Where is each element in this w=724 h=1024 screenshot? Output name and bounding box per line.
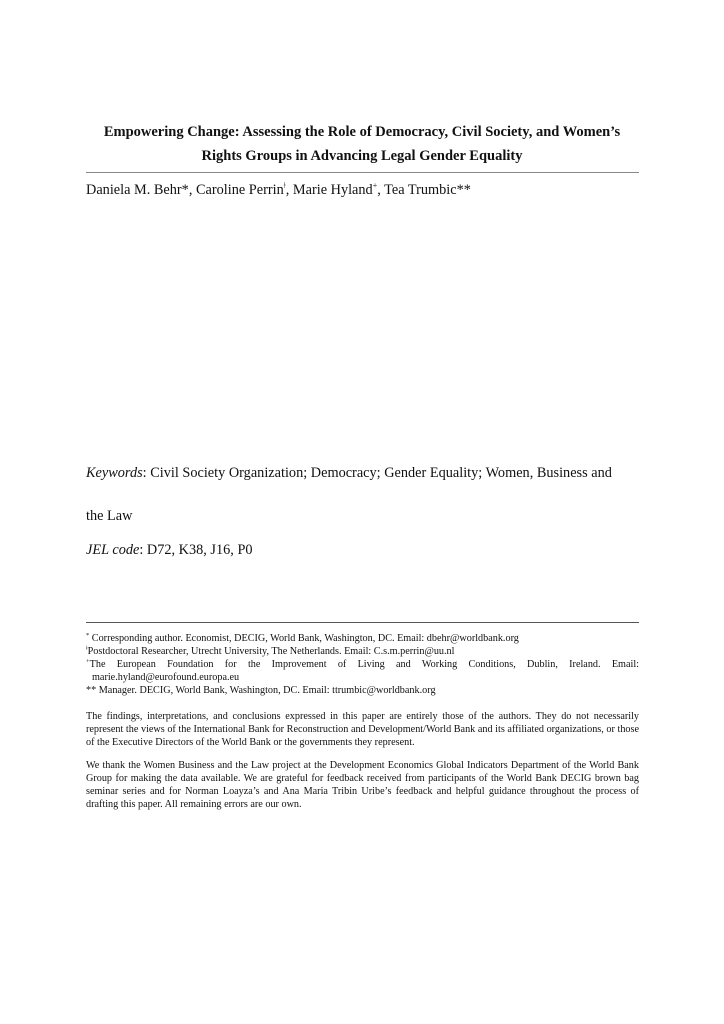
author-hyland: Marie Hyland xyxy=(292,182,373,198)
title-line-1: Empowering Change: Assessing the Role of Democracy, Civil Society, and Women’s xyxy=(103,124,621,140)
keywords xyxy=(86,464,639,482)
footnote-hyland-email: marie.hyland@eurofound.europa.eu xyxy=(92,672,240,683)
author-perrin: Caroline Perrin xyxy=(196,182,284,198)
title-line-2: Rights Groups in Advancing Legal Gender Equality xyxy=(201,148,523,164)
author-list: Daniela M. Behr*, Caroline Perrin$^ǂ$, Marie Hyland+, Tea Trumbic** xyxy=(86,181,471,198)
disclaimer-paragraph: The findings, interpretations, and conclusions expressed in this paper are entirely those of the authors. They do not necessarily represent the views of the International Bank for Reconstruction and Development/World Bank and its affiliated organizations, or those of the Executive Directors of the World Bank or the governments they represent. xyxy=(86,711,639,748)
footnote-perrin: $^ǂ$Postdoctoral Researcher, Utrecht University, The Netherlands. Email: C.s.m.perrin@uu.nl xyxy=(86,645,455,657)
footnote-corresponding-author: * Corresponding author. Economist, DECIG, World Bank, Washington, DC. Email: dbehr@worldbank.org xyxy=(86,632,519,644)
keywords-text: : Civil Society Organization; Democracy; Gender Equality; Women, Business and xyxy=(142,465,612,481)
footnote-trumbic: ** Manager. DECIG, World Bank, Washington, DC. Email: ttrumbic@worldbank.org xyxy=(86,685,436,696)
author-behr: Daniela M. Behr* xyxy=(86,182,189,198)
author-hyland-mark: + xyxy=(372,181,378,190)
acknowledgements-paragraph: We thank the Women Business and the Law project at the Development Economics Global Indicators Department of the World Bank Group for making the data available. We are grateful for feedback received from participants of the World Bank DECIG brown bag seminar series and for Norman Loayza’s and Ana Maria Tribin Uribe’s feedback and helpful guidance throughout the process of drafting this paper. All remaining errors are our own. xyxy=(86,760,639,810)
author-trumbic: Tea Trumbic** xyxy=(384,182,471,198)
paper-title xyxy=(86,120,638,168)
jel-codes xyxy=(86,542,253,559)
title-divider xyxy=(86,172,639,173)
keywords-label: Keywords xyxy=(86,465,143,481)
footnote-hyland: +The European Foundation for the Improvement of Living and Working Conditions, Dublin, Ireland. Email: xyxy=(86,658,639,670)
jel-text: : D72, K38, J16, P0 xyxy=(139,542,253,558)
keywords-continuation: the Law xyxy=(86,508,133,524)
jel-label: JEL code xyxy=(86,542,140,558)
footnote-divider xyxy=(86,622,639,623)
author-perrin-mark: ǂ xyxy=(283,181,286,190)
